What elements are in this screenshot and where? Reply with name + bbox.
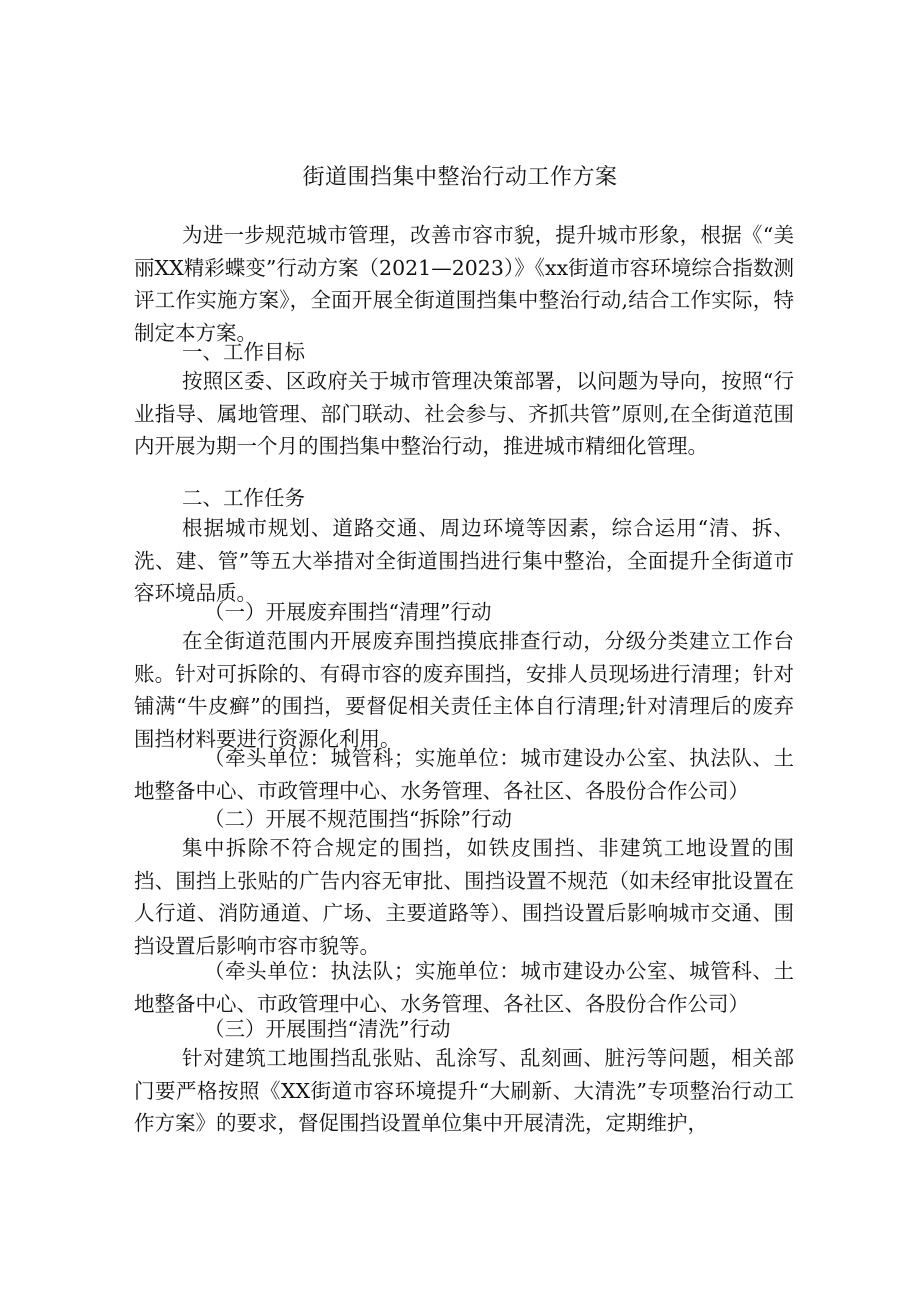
section-1-heading: 一、工作目标 (182, 340, 305, 364)
task-1-body: 在全街道范围内开展废弃围挡摸底排查行动，分级分类建立工作台账。针对可拆除的、有碍市容的废弃围挡，安排人员现场进行清理；针对铺满“牛皮癣”的围挡，要督促相关责任主体自行清理;针对清理后的废弃围挡材料要进行资源化利用。 (134, 629, 794, 751)
task-1-responsible-units: （牵头单位：城管科；实施单位：城市建设办公室、执法队、土地整备中心、市政管理中心、水务管理、各社区、各股份合作公司） (134, 746, 794, 803)
intro-paragraph: 为进一步规范城市管理，改善市容市貌，提升城市形象，根据《“美丽XX精彩蝶变”行动方案（2021—2023）》《xx街道市容环境综合指数测评工作实施方案》，全面开展全街道围挡集中整治行动,结合工作实际，特制定本方案。 (134, 223, 794, 345)
task-2-heading: （二）开展不规范围挡“拆除”行动 (204, 807, 512, 831)
task-3-body: 针对建筑工地围挡乱张贴、乱涂写、乱刻画、脏污等问题，相关部门要严格按照《XX街道市容环境提升“大刷新、大清洗”专项整治行动工作方案》的要求，督促围挡设置单位集中开展清洗，定期维护， (134, 1046, 794, 1136)
task-1-heading: （一）开展废弃围挡“清理”行动 (204, 600, 492, 624)
section-2-heading: 二、工作任务 (182, 486, 305, 510)
task-2-body: 集中拆除不符合规定的围挡，如铁皮围挡、非建筑工地设置的围挡、围挡上张贴的广告内容无审批、围挡设置不规范（如未经审批设置在人行道、消防通道、广场、主要道路等）、围挡设置后影响城市交通、围挡设置后影响市容市貌等。 (134, 836, 794, 958)
document-title: 街道围挡集中整治行动工作方案 (302, 165, 618, 190)
section-1-body: 按照区委、区政府关于城市管理决策部署，以问题为导向，按照“行业指导、属地管理、部门联动、社会参与、齐抓共管”原则,在全街道范围内开展为期一个月的围挡集中整治行动，推进城市精细化管理。 (134, 369, 794, 459)
task-2-responsible-units: （牵头单位：执法队；实施单位：城市建设办公室、城管科、土地整备中心、市政管理中心、水务管理、各社区、各股份合作公司） (134, 959, 794, 1016)
section-2-body: 根据城市规划、道路交通、周边环境等因素，综合运用“清、拆、洗、建、管”等五大举措对全街道围挡进行集中整治，全面提升全街道市容环境品质。 (134, 516, 794, 606)
task-3-heading: （三）开展围挡“清洗”行动 (204, 1017, 451, 1041)
